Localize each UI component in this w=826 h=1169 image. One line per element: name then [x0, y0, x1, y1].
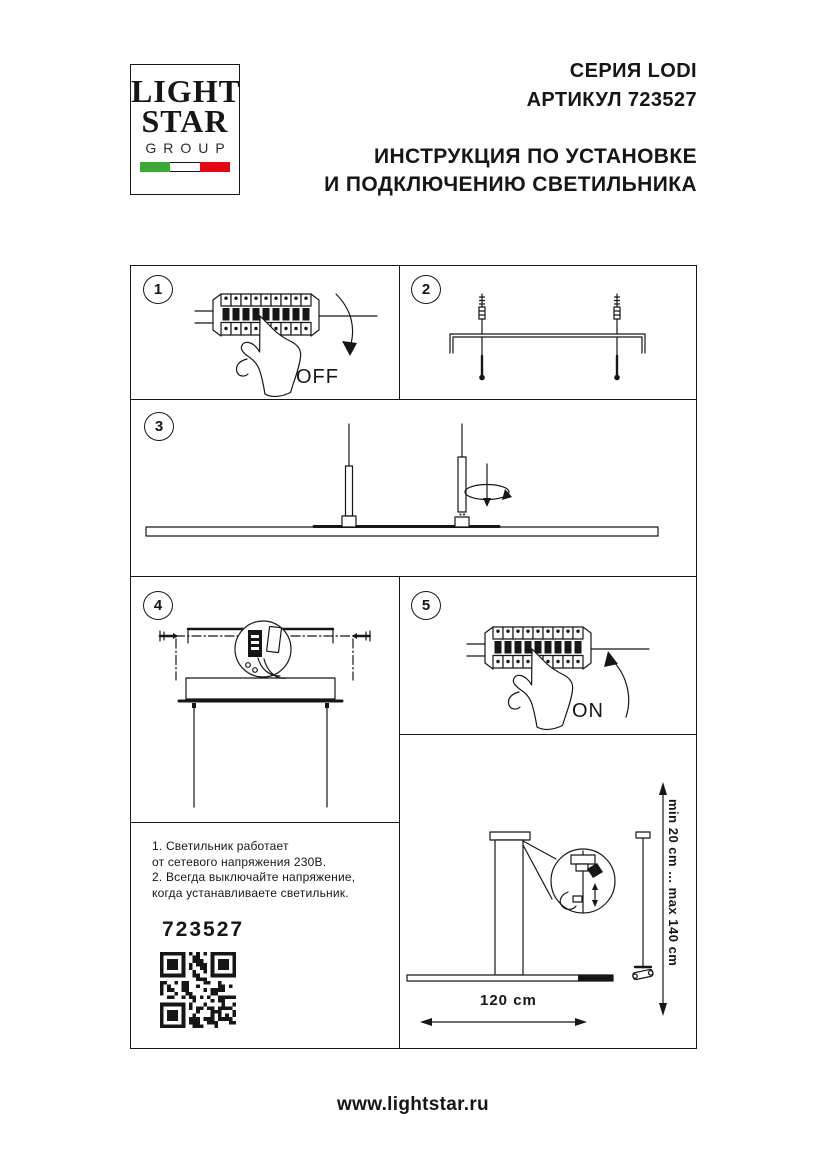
step-number-badge: 5: [411, 591, 441, 620]
height-dimension-label: min 20 cm ... max 140 cm: [666, 799, 681, 967]
note-line-2: от сетевого напряжения 230В.: [152, 854, 327, 869]
article-number: 723527: [162, 918, 245, 941]
canopy-wiring-diagram: [131, 577, 399, 821]
mounting-bracket-diagram: [400, 266, 695, 397]
flag-green-segment: [140, 162, 170, 172]
step-number-badge: 2: [411, 275, 441, 304]
dimensions-panel: [400, 735, 696, 1048]
step-2-panel: [400, 266, 696, 399]
single-cable-suspension: [632, 832, 653, 980]
lightstar-logo: [130, 64, 240, 195]
width-dimension-arrow: [420, 1018, 587, 1026]
header: [324, 57, 697, 199]
website-url: www.lightstar.ru: [337, 1094, 489, 1115]
grid-row-3: [131, 577, 696, 1048]
step-4-panel: [131, 577, 399, 823]
width-dimension-label: 120 cm: [480, 992, 537, 1009]
instruction-grid: [130, 265, 697, 1049]
logo-word-group: GROUP: [145, 140, 232, 156]
cable-adjuster-detail-circle: [551, 849, 615, 913]
rotation-arrow-icon: [465, 485, 512, 501]
document-title: [324, 143, 697, 199]
notes-panel: [131, 823, 399, 1048]
qr-code: [160, 952, 236, 1028]
grid-row-1: [131, 266, 696, 400]
curved-arrow-down-icon: [336, 294, 357, 356]
side-screw-icon: [352, 631, 370, 641]
side-screw-icon: [160, 631, 178, 641]
step-1-panel: [131, 266, 400, 399]
wiring-detail-circle: [235, 621, 291, 678]
note-line-1: 1. Светильник работает: [152, 839, 289, 853]
flag-red-segment: [200, 162, 230, 172]
screw-icon: [483, 464, 491, 507]
document-title-line-2: И ПОДКЛЮЧЕНИЮ СВЕТИЛЬНИКА: [324, 173, 697, 196]
off-label: OFF: [296, 366, 339, 388]
curved-arrow-up-icon: [604, 651, 629, 717]
step-5-panel: [400, 577, 696, 735]
safety-notes: [152, 839, 355, 901]
italy-flag-bar: [140, 162, 230, 172]
series-name: СЕРИЯ LODI: [569, 60, 697, 82]
grid-left-column: [131, 577, 400, 1048]
fixture-suspension-diagram: [131, 400, 695, 574]
document-title-line-1: ИНСТРУКЦИЯ ПО УСТАНОВКЕ: [373, 145, 697, 168]
step-3-panel: [131, 400, 696, 577]
breaker-on-diagram: [400, 577, 695, 733]
logo-word-light: LIGHT: [131, 73, 241, 109]
logo-word-star: STAR: [141, 103, 229, 139]
step-number-badge: 4: [143, 591, 173, 620]
flag-white-segment: [170, 162, 200, 172]
grid-right-column: [400, 577, 696, 1048]
article-line: АРТИКУЛ 723527: [526, 89, 697, 111]
pendant-dimensions-diagram: [400, 735, 695, 1047]
note-line-4: когда устанавливаете светильник.: [152, 885, 349, 900]
step-number-badge: 3: [144, 412, 174, 441]
step-number-badge: 1: [143, 275, 173, 304]
on-label: ON: [572, 700, 604, 722]
note-line-3: 2. Всегда выключайте напряжение,: [152, 870, 356, 884]
